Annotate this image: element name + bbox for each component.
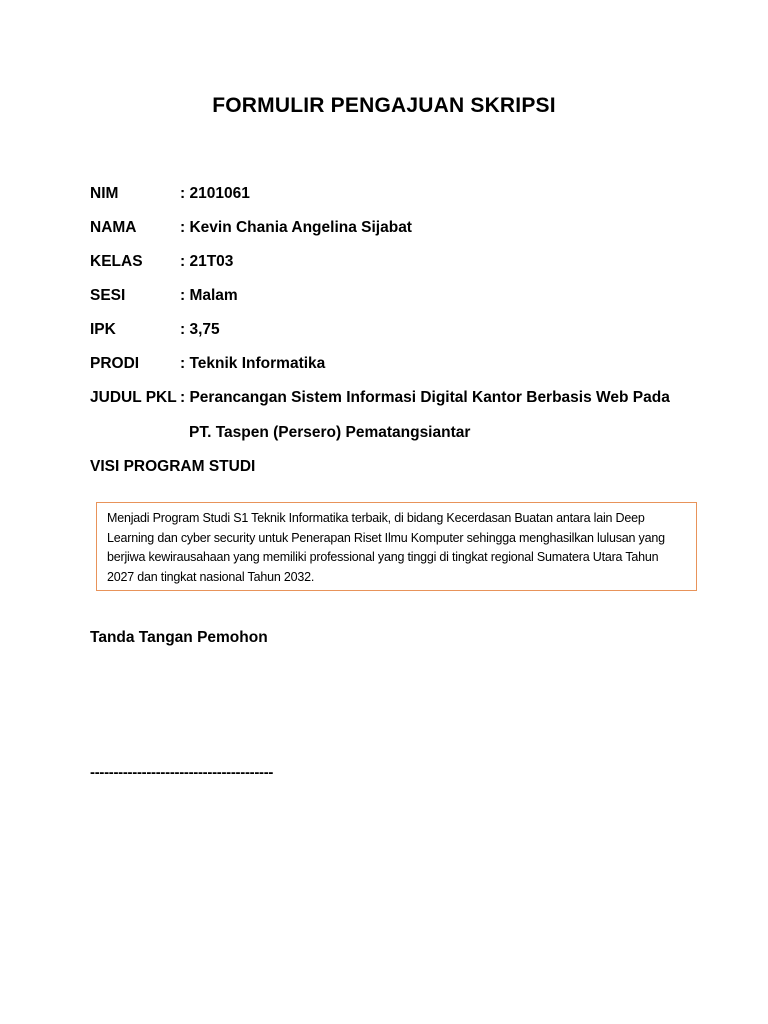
field-sesi <box>90 286 238 306</box>
field-label: JUDUL PKL <box>90 389 177 406</box>
signature-line: --------------------------------------- <box>90 764 274 781</box>
field-value: : Kevin Chania Angelina Sijabat <box>180 219 412 236</box>
field-label: KELAS <box>90 253 143 270</box>
field-value: : Teknik Informatika <box>180 355 326 372</box>
field-value: : 2101061 <box>180 185 250 202</box>
field-label: SESI <box>90 287 126 304</box>
signature-label: Tanda Tangan Pemohon <box>90 629 268 646</box>
field-nim <box>90 184 250 204</box>
field-label: IPK <box>90 321 116 338</box>
field-nama <box>90 218 412 238</box>
field-value: : 21T03 <box>180 253 234 270</box>
field-kelas <box>90 252 233 272</box>
field-label: PRODI <box>90 355 140 372</box>
page-title: FORMULIR PENGAJUAN SKRIPSI <box>212 94 556 117</box>
field-label: NIM <box>90 185 119 202</box>
field-value: : Perancangan Sistem Informasi Digital Kantor Berbasis Web Pada <box>180 389 670 406</box>
field-label: NAMA <box>90 219 137 236</box>
field-value: : 3,75 <box>180 321 220 338</box>
visi-heading: VISI PROGRAM STUDI <box>90 458 256 475</box>
field-ipk <box>90 320 220 340</box>
field-prodi <box>90 354 325 374</box>
field-value: : Malam <box>180 287 238 304</box>
visi-text-box: Menjadi Program Studi S1 Teknik Informatika terbaik, di bidang Kecerdasan Buatan antara lain Deep Learning dan cyber security untuk Penerapan Riset Ilmu Komputer sehingga menghasilkan lulusan yang berjiwa kewirausahaan yang memiliki professional yang tinggi di tingkat regional Sumatera Utara Tahun 2027 dan tingkat nasional Tahun 2032. <box>96 502 697 591</box>
field-judul-pkl <box>90 388 670 408</box>
judul-pkl-continuation: PT. Taspen (Persero) Pematangsiantar <box>189 424 471 441</box>
